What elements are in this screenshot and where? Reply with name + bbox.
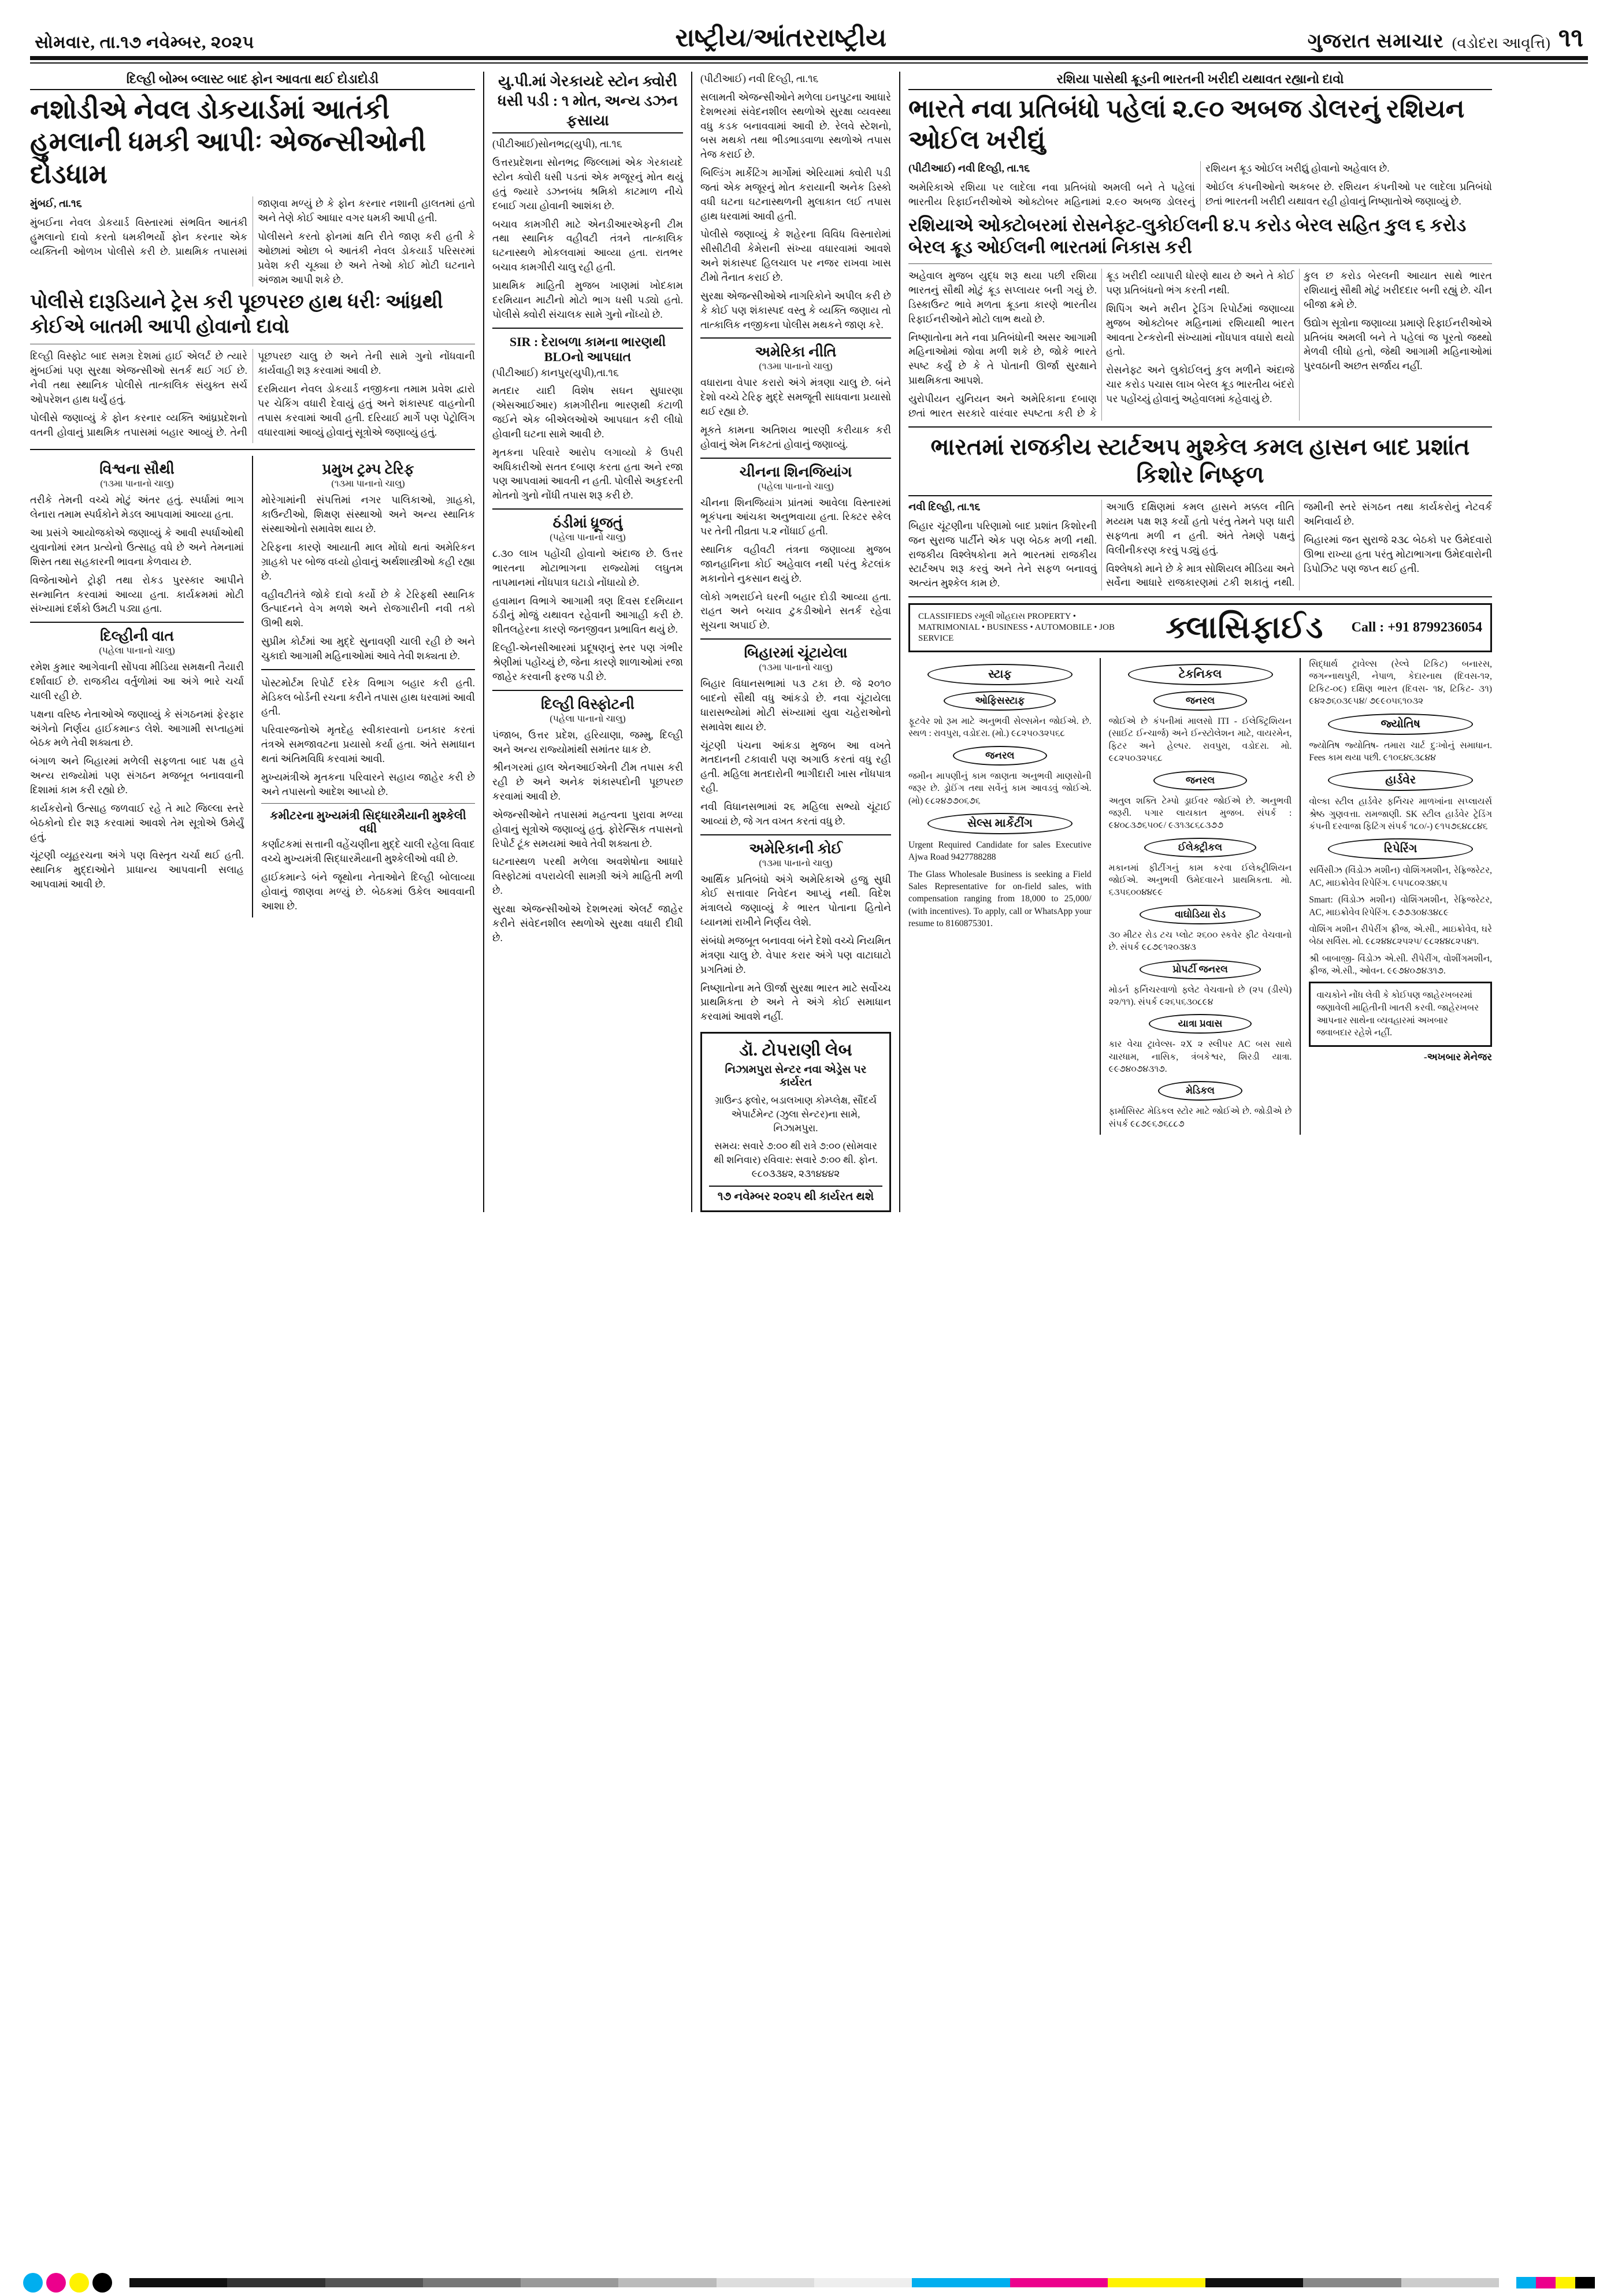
jump-para: એજન્સીઓને તપાસમાં મહત્વના પુરાવા મળ્યા હોવાનું સૂત્રોએ જણાવ્યું હતું. ફોરેન્સિક તપાસનો રિપોર્ટ ટૂંક સમયમાં આવે તેવી શક્યતા છે. [492, 808, 683, 849]
divider [908, 426, 1492, 428]
jump-para: ૮.૩૦ લાખ પહોંચી હોવાનો અંદાજ છે. ઉત્તર ભારતના મોટાભાગના રાજ્યોમાં લઘુતમ તાપમાનમાં નોંધપાત્ર ઘટાડો નોંધાયો છે. [492, 548, 683, 588]
jump-para: સ્થાનિક વહીવટી તંત્રના જણાવ્યા મુજબ જાનહાનિના કોઈ અહેવાલ નથી પરંતુ કેટલાંક મકાનોને નુકસાન થયું છે. [700, 544, 891, 584]
divider [261, 803, 475, 804]
quarry-dateline: (પીટીઆઈ)સોનભદ્ર(યુપી), તા.૧૬ [492, 138, 622, 150]
lead-subhead: પોલીસે દારૂડિયાને ટ્રેસ કરી પૂછપરછ હાથ ધરીઃ આંધ્રથી કોઈએ બાતમી આપી હોવાનો દાવો [30, 291, 443, 337]
jump-para: સુરક્ષા એજન્સીઓએ દેશભરમાં એલર્ટ જાહેર કરીને સંવેદનશીલ સ્થળોએ સુરક્ષા વધારી દીધી છે. [492, 902, 683, 943]
classified-ad: વોલ્કા સ્ટીલ હાર્ડવેર ફર્નિચર માળખાંના સપ્લાયર્સ શ્રેષ્ઠ ગુણવત્તા. રામજાણી. SK સ્ટીલ હાર્ડવેર ટ્રેડિંગ કંપની દરવાજા ફિટિંગ સંપર્ક ૧૮૦/-) ૯૧૫૭૬૪૮૮૪૬ [1309, 797, 1493, 832]
divider [908, 495, 1492, 496]
jump-para: બિહાર વિધાનસભામાં ૫૩ ટકા છે. જે ૨૦૧૦ બાદનો સૌથી વધુ આંકડો છે. નવા ચૂંટાયેલા ધારાસભ્યોમાં મોટી સંખ્યામાં યુવા ચહેરાઓનો સમાવેશ થાય છે. [700, 678, 891, 733]
grey-scale-bar [129, 2278, 1499, 2287]
divider [261, 669, 475, 670]
col3-para: બિલ્ડિંગ માર્કેટિંગ માર્ગોમાં એરિયામાં ક્વોરી પડી જતાં એક મજૂરનું મોત કરાયાની અનેક ડિસ્કો વધી ઘટના ઘટનાસ્થળની મુલાકાત લઈ તપાસ હાથ ધરવામાં આવી હતી. [700, 167, 891, 222]
column-divider [483, 72, 484, 1212]
lead-kicker: દિલ્હી બોમ્બ બ્લાસ્ટ બાદ ફોન આવતા થઈ દોડાદોડી [126, 72, 379, 86]
sir-dateline: (પીટીઆઈ) કાનપુર(યુપી),તા.૧૬ [492, 366, 619, 378]
oil-dateline: (પીટીઆઈ) નવી દિલ્હી, તા.૧૬ [908, 162, 1030, 174]
jump-cont: (૧૩મા પાનાનો ચાલુ) [331, 479, 405, 489]
quarry-headline: યુ.પી.માં ગેરકાયદે સ્ટોન ક્વોરી ધસી પડી : ૧ મોત, અન્ય ડઝન ફસાયા [498, 73, 678, 129]
classifieds-disclaimer: વાચકોને નોંધ લેવી કે કોઈપણ જાહેરખબરમાં જણાવેલી માહિતીની ખાતરી કરવી. જાહેરખબર આપનાર સાથેના વ્યવહારમાં અખબાર જવાબદાર રહેશે નહીં. [1309, 982, 1492, 1047]
classified-ad: સર્વિસીઝ (વિંડોઝ મશીન) વોશિંગમશીન, રેફ્રિજરેટર, AC, માઇક્રોવેવ રિપેરિંગ. ૯૫૫૮૦૨૩૪૬૫ [1309, 865, 1493, 888]
classifieds-category: હાર્ડવેર [1328, 770, 1473, 791]
classified-ad: Urgent Required Candidate for sales Executive Ajwa Road 9427788288 [908, 839, 1092, 863]
jump-para: ઘટનાસ્થળ પરથી મળેલા અવશેષોના આધારે વિસ્ફોટમાં વપરાયેલી સામગ્રી અંગે માહિતી મળી છે. [492, 856, 683, 897]
lead-sub-para: દરમિયાન નેવલ ડોકયાર્ડ નજીકના તમામ પ્રવેશ દ્વારો પર ચેકિંગ વધારી દેવાયું હતું અને શંકાસ્પદ વાહનોની તપાસ કરવામાં આવી હતી. દરિયાઈ માર્ગે પણ પેટ્રોલિંગ વધારવામાં આવ્યું હોવાનું સૂત્રોએ જણાવ્યું હતું. [258, 383, 475, 438]
startup-body [908, 500, 1492, 590]
jump-para: શ્રીનગરમાં હાલ એનઆઈએની ટીમ તપાસ કરી રહી છે અને અનેક શંકાસ્પદોની પૂછપરછ કરવામાં આવી છે. [492, 761, 683, 803]
column-3 [492, 72, 683, 1212]
jump-cont: (પહેલા પાનાનો ચાલુ) [758, 481, 834, 492]
oil-headline: ભારતે નવા પ્રતિબંધો પહેલાં ૨.૯૦ અબજ ડોલરનું રશિયન ઓઈલ ખરીદ્યું [908, 95, 1465, 154]
oil-sub-para: યુરોપીયન યુનિયન અને અમેરિકાના દબાણ છતાં ભારત સરકારે વારંવાર સ્પષ્ટતા કરી છે કે ક્રૂડ ખરીદી વ્યાપારી ધોરણે થાય છે અને તે કોઈ પણ પ્રતિબંધનો ભંગ કરતી નથી. [908, 270, 1294, 419]
jump-para: તરીકે તેમની વચ્ચે મોટું અંતર હતું. સ્પર્ધામાં ભાગ લેનારા તમામ સ્પર્ધકોને મેડલ આપવામાં આવ્યા હતા. [30, 494, 244, 521]
lab-hours: સમય: સવારે ૭:૦૦ થી રાત્રે ૭:૦૦ (સોમવાર થી શનિવાર) રવિવાર: સવારે ૭:૦૦ થી. ફોન. ૯૮૦૩૩૪૨, ૨૩૧૪૪૪૨ [714, 1140, 878, 1180]
masthead-right [1308, 23, 1583, 53]
classified-ad: શ્રી બાબાજી- વિંડોઝ એ.સી. રીપેરીંગ, વોશીંગમશીન, ફ્રીજ, એ.સી., ઓવન. ૯૯૭૪૦૭૪૩૧૭. [1309, 953, 1493, 976]
classified-ad: સિદ્ધાર્થ ટ્રાવેલ્સ (રેલ્વે ટિકિટ) બનારસ, જગન્નાથપુરી, નેપાળ, કેદારનાથ (દિવસ-૧૨, ટિકિટ-૦૯) દક્ષિણ ભારત (દિવસ- ૧૪, ટિકિટ- ૩૧) ૯૪૨૭૬૦૩૯૫૪/ ૭૯૯૦૫૬૧૦૩૨ [1309, 659, 1493, 707]
lead-sub-para: દિલ્હી વિસ્ફોટ બાદ સમગ્ર દેશમાં હાઈ એલર્ટ છે ત્યારે મુંબઈમાં પણ સુરક્ષા એજન્સીઓ સતર્ક થઈ ગઈ છે. નેવી તથા સ્થાનિક પોલીસે તાત્કાલિક સંયુક્ત સર્ચ ઓપરેશન હાથ ધર્યું હતું. [30, 350, 247, 405]
startup-para: બિહારમાં જન સુરાજે ૨૩૮ બેઠકો પર ઉમેદવારો ઊભા રાખ્યા હતા પરંતુ મોટાભાગના ઉમેદવારોની ડિપોઝિટ પણ જપ્ત થઈ હતી. [1304, 533, 1492, 574]
oil-kicker: રશિયા પાસેથી ક્રૂડની ભારતની ખરીદી યથાવત રહ્યાનો દાવો [1056, 72, 1344, 86]
divider [700, 458, 891, 459]
jump-para: પક્ષના વરિષ્ઠ નેતાઓએ જણાવ્યું કે સંગઠનમાં ફેરફાર અંગેનો નિર્ણય હાઈકમાન્ડ લેશે. આગામી સપ્તાહમાં બેઠક મળે તેવી શક્યતા છે. [30, 708, 244, 749]
extra-para: પોસ્ટમોર્ટમ રિપોર્ટ દરેક વિભાગ બહાર કરી હતી. મેડિકલ બોર્ડની રચના કરીને તપાસ હાથ ધરવામાં આવી હતી. [261, 677, 475, 718]
startup-dateline: નવી દિલ્હી, તા.૧૬ [908, 501, 981, 513]
oil-sub-para: નિષ્ણાતોના મતે નવા પ્રતિબંધોની અસર આગામી મહિનાઓમાં જોવા મળી શકે છે, જોકે ભારતે સ્પષ્ટ કર્યું છે કે તે પોતાની ઊર્જા સુરક્ષાને પ્રાથમિકતા આપશે. [908, 331, 1097, 387]
divider [700, 834, 891, 835]
classifieds-subcategory: યાત્રા પ્રવાસ [1149, 1014, 1252, 1034]
amerika-head: અમેરિકા નીતિ [755, 344, 837, 361]
divider [30, 449, 475, 450]
jump-head: દિલ્હીની વાત [100, 629, 174, 645]
classifieds-categories: CLASSIFIEDS રમૂલી શોંહદાસ PROPERTY • MATRIMONIAL • BUSINESS • AUTOMOBILE • JOB SERVICE [918, 612, 1115, 643]
lab-start-date: ૧૭ નવેમ્બર ૨૦૨૫ થી કાર્યરત થશે [709, 1186, 882, 1203]
jump-para: નવી વિધાનસભામાં ૨૬ મહિલા સભ્યો ચૂંટાઈ આવ્યાં છે, જે ગત વખત કરતાં વધુ છે. [700, 800, 891, 827]
classifieds-subcategory: જનરલ [953, 746, 1046, 766]
sir-para: મૃતકના પરિવારે આરોપ લગાવ્યો કે ઉપરી અધિકારીઓ સતત દબાણ કરતા હતા અને રજા પણ આપવામાં આવતી ન હતી. પોલીસે અકુદરતી મોતનો ગુનો નોંધી તપાસ શરૂ કરી છે. [492, 446, 683, 501]
divider [908, 89, 1492, 90]
lab-advertisement [700, 1032, 891, 1212]
jump-para: સુપ્રીમ કોર્ટમાં આ મુદ્દે સુનાવણી ચાલી રહી છે અને ચુકાદો આગામી મહિનાઓમાં આવે તેવી શક્યતા છે. [261, 636, 475, 662]
page-number: ૧૧ [1558, 24, 1583, 52]
jump-para: ચીનના શિનજિયાંગ પ્રાંતમાં આવેલા વિસ્તારમાં ભૂકંપના આંચકા અનુભવાયા હતા. રિક્ટર સ્કેલ પર તેની તીવ્રતા ૫.૨ નોંધાઈ હતી. [700, 496, 891, 537]
classifieds-signoff: -અખબાર મેનેજર [1424, 1052, 1493, 1063]
masthead-rule-thin [30, 62, 1588, 64]
extra-para: મુખ્યમંત્રીએ મૃતકના પરિવારને સહાય જાહેર કરી છે અને તપાસનો આદેશ આપ્યો છે. [261, 771, 475, 797]
classifieds-subcategory: મેડિકલ [1158, 1081, 1243, 1101]
jump-para: આ પ્રસંગે આયોજકોએ જણાવ્યું કે આવી સ્પર્ધાઓથી યુવાનોમાં રમત પ્રત્યેનો ઉત્સાહ વધે છે અને તેમનામાં શિસ્ત તથા સહકારની ભાવના કેળવાય છે. [30, 527, 244, 567]
jump-cont: (૧૩મા પાનાનો ચાલુ) [759, 663, 833, 673]
lead-para: મુંબઈના નેવલ ડોકયાર્ડ વિસ્તારમાં સંભવિત આતંકી હુમલાનો દાવો કરતો ધમકીભર્યો ફોન કરનાર એક વ્યક્તિની ઓળખ પોલીસે કરી છે. પ્રાથમિક તપાસમાં જાણવા મળ્યું છે કે ફોન કરનાર નશાની હાલતમાં હતો અને તેણે કોઈ આધાર વગર ધમકી આપી હતી. [30, 198, 475, 257]
jump-para: મોરેગામાંની સંપત્તિમાં નગર પાલિકાઓ, ગ્રાહકો, કાઉન્ટીઓ, શિક્ષણ સંસ્થાઓ અને અન્ય સ્થાનિક સંસ્થાઓનો સમાવેશ થાય છે. [261, 494, 475, 535]
bihar-note-head: કમીટરના મુખ્યમંત્રી સિદ્ધારમૈયાની મુશ્કેલી વધી [270, 809, 466, 836]
lead-dateline: મુંબઈ, તા.૧૬ [30, 198, 82, 210]
oil-sub-para: રોસનેફ્ટ અને લુકોઈલનું કુલ મળીને અંદાજે ચાર કરોડ પચાસ લાખ બેરલ ક્રૂડ ભારતીય બંદરો પર પહોંચ્યું હોવાનું અહેવાલમાં કહેવાયું છે. [1106, 364, 1294, 404]
classifieds-header [908, 603, 1492, 652]
jump-cont: (પહેલા પાનાનો ચાલુ) [550, 533, 626, 543]
sir-head: SIR : દેરાબળા કામના ભારણથી BLOનો આપઘાત [509, 334, 666, 364]
lead-body [30, 196, 475, 287]
jump-head: દિલ્હી વિસ્ફોટની [541, 696, 634, 712]
classifieds-category: સેલ્સ માર્કેટીંગ [927, 813, 1073, 834]
startup-headline: ભારતમાં રાજકીય સ્ટાર્ટઅપ મુશ્કેલ કમલ હાસન બાદ પ્રશાંત કિશોર નિષ્ફળ [930, 433, 1470, 488]
divider [492, 132, 683, 133]
classifieds-phone: Call : +91 8799236054 [1351, 620, 1482, 636]
lead-dateline-para [30, 196, 247, 211]
oil-subhead: રશિયાએ ઓક્ટોબરમાં રોસનેફ્ટ-લુકોઈલની ૪.૫ કરોડ બેરલ સહિત કુલ ૬ કરોડ બેરલ ક્રૂડ ઓઈલની ભારતમાં નિકાસ કરી [908, 214, 1467, 258]
divider [700, 337, 891, 339]
classified-ad: જોઈએ છે કંપનીમાં માલસો ITI - ઈલેક્ટ્રિશિયન (સાઈટ ઈન્ચાર્જ) અને ઈન્સ્ટોલેશન માટે, વાયરમેન, ફિટર અને હેલ્પર. રાવપુરા, વડોદરા. મો. ૯૮૨૫૦૩૨૫૬૮ [1108, 716, 1292, 764]
lead-para: પોલીસને કરતો ફોનમાં ક્ષતિ રીતે જાણ કરી હતી કે ઓછામાં ઓછા બે આતંકી નેવલ ડોકયાર્ડ પરિસરમાં પ્રવેશ કરી ચૂક્યા છે અને તેઓ કોઈ મોટી ઘટનાને અંજામ આપી શકે છે. [258, 231, 475, 285]
quarry-para: બચાવ કામગીરી માટે એનડીઆરએફની ટીમ તથા સ્થાનિક વહીવટી તંત્રને તાત્કાલિક ઘટનાસ્થળે મોકલવામાં આવ્યા હતા. રાતભર બચાવ કામગીરી ચાલુ રહી હતી. [492, 218, 683, 273]
lead-sub-para: પોલીસે જણાવ્યું કે ફોન કરનાર વ્યક્તિ આંધ્રપ્રદેશનો વતની હોવાનું પ્રાથમિક તપાસમાં બહાર આવ્યું છે. તેની પૂછપરછ ચાલુ છે અને તેની સામે ગુનો નોંધવાની કાર્યવાહી શરૂ કરવામાં આવી છે. [30, 350, 475, 438]
startup-para: અગાઉ દક્ષિણમાં કમલ હાસને મક્કલ નીતિ મય્યમ પક્ષ શરૂ કર્યો હતો પરંતુ તેમને પણ ધારી સફળતા મળી ન હતી. અંતે તેમણે પક્ષનું વિલીનીકરણ કરવું પડ્યું હતું. [1106, 501, 1294, 556]
sir-para: મતદાર યાદી વિશેષ સઘન સુધારણા (એસઆઈઆર) કામગીરીના ભારણથી કંટાળી જઈને એક બીએલઓએ આપઘાત કરી લીધો હોવાની ઘટના સામે આવી છે. [492, 385, 684, 440]
masthead-rule [30, 56, 1588, 60]
lab-subtitle: નિઝામપુરા સેન્ટર નવા એડ્રેસ પર કાર્યરત [725, 1064, 867, 1089]
classifieds-category: સ્ટાફ [927, 664, 1073, 685]
oil-sub-para: કુલ છ કરોડ બેરલની આયાત સાથે ભારત રશિયાનું સૌથી મોટું ખરીદદાર બની રહ્યું છે. ચીન બીજા ક્રમે છે. [1304, 270, 1492, 310]
bihar-note-para: કર્ણાટકમાં સત્તાની વહેંચણીના મુદ્દે ચાલી રહેલા વિવાદ વચ્ચે મુખ્યમંત્રી સિદ્ધારમૈયાની મુશ્કેલીઓ વધી છે. [261, 838, 475, 865]
extra-para: પરિવારજનોએ મૃતદેહ સ્વીકારવાનો ઇનકાર કરતાં તંત્રએ સમજાવટના પ્રયાસો કર્યા હતા. અંતે સમાધાન થતાં અંતિમવિધિ કરવામાં આવી. [261, 724, 475, 764]
classified-ad: ફૂટવેર શો રૂમ માટે અનુભવી સેલ્સમેન જોઈએ. છે. સ્થળ : રાવપુરા, વડોદરા. (મો.) ૯૮૨૫૦૩૨૫૬૮ [908, 716, 1092, 739]
jump-para: વિજેતાઓને ટ્રોફી તથા રોકડ પુરસ્કાર આપીને સન્માનિત કરવામાં આવ્યા હતા. કાર્યક્રમમાં મોટી સંખ્યામાં દર્શકો ઉમટી પડ્યા હતા. [30, 574, 244, 615]
bihar-note-para: હાઈકમાન્ડે બંને જૂથોના નેતાઓને દિલ્હી બોલાવ્યા હોવાનું જાણવા મળ્યું છે. બેઠકમાં ઉકેલ આવવાની આશા છે. [261, 871, 475, 912]
oil-para: અમેરિકાએ રશિયા પર લાદેલા નવા પ્રતિબંધો અમલી બને તે પહેલાં ભારતીય રિફાઈનરીઓએ ઓક્ટોબર મહિનામાં ૨.૯૦ અબજ ડોલરનું રશિયન ક્રૂડ ઓઈલ ખરીદ્યું હોવાનો અહેવાલ છે. [908, 162, 1390, 207]
jump-head: પ્રમુખ ટ્રમ્પ ટેરિફ [322, 462, 414, 478]
oil-sub-para: ઉદ્યોગ સૂત્રોના જણાવ્યા પ્રમાણે રિફાઈનરીઓએ પ્રતિબંધ અમલી બને તે પહેલાં જ પૂરતો જથ્થો મેળવી લીધો હતો, જેથી આગામી મહિનાઓમાં પુરવઠાની અછત સર્જાય નહીં. [1304, 317, 1492, 372]
jump-para: બંગાળ અને બિહારમાં મળેલી સફળતા બાદ પક્ષ હવે અન્ય રાજ્યોમાં પણ સંગઠન મજબૂત બનાવવાની દિશામાં કામ કરી રહ્યો છે. [30, 755, 244, 796]
jump-head: ચીનના શિનજિયાંગ [739, 464, 852, 480]
divider [700, 638, 891, 640]
column-group-right [908, 72, 1492, 1212]
jump-column-1 [30, 456, 244, 917]
color-swatches [23, 2273, 112, 2293]
classified-ad: The Glass Wholesale Business is seeking a Field Sales Representative for on-field sales, with compensation ranging from 18,000 to 25,000/ (with incentives). To apply, call or WhatsApp your resume to 8160875301. [908, 869, 1092, 929]
cmyk-registration [1516, 2277, 1595, 2288]
oil-para: ઓઈલ કંપનીઓનો અકબર છે. રશિયન કંપનીઓ પર લાદેલા પ્રતિબંધો છતાં ભારતની ખરીદી યથાવત રહી હોવાનું નિષ્ણાતોએ જણાવ્યું છે. [1205, 181, 1492, 207]
divider [492, 508, 683, 510]
classified-ad: મકાનમાં ફીટીંગનું કામ કરવા ઈલેક્ટ્રીશિયન જોઈએ. અનુભવી ઉમેદવારને પ્રાથમિકતા. મો. ૬૩૫૬૦૦૪૪૯૯ [1108, 863, 1292, 898]
jump-cont: (૧૩મા પાનાનો ચાલુ) [100, 479, 174, 489]
lab-address: ગ્રાઉન્ડ ફ્લોર, બડાલખાણ કોમ્પ્લેક્ષ, સૌંદર્ય એપાર્ટમેન્ટ (ઝુલા સેન્ટર)ના સામે, નિઝામપુરા. [714, 1095, 877, 1134]
divider [908, 263, 1492, 264]
classifieds-category: જ્યોતિષ [1328, 714, 1473, 735]
column-4 [700, 72, 891, 1212]
jump-head: ઠંડીમાં ધ્રૂજતું [552, 515, 623, 532]
print-registration-bar [0, 2269, 1618, 2296]
jump-head: બિહારમાં ચૂંટાયેલા [744, 645, 848, 662]
column-group-left [30, 72, 475, 1212]
jump-para: પંજાબ, ઉત્તર પ્રદેશ, હરિયાણા, જમ્મુ, દિલ્હી અને અન્ય રાજ્યોમાંથી સમાંતર ધાક છે. [492, 729, 683, 755]
classifieds-subcategory: જનરલ [1153, 771, 1247, 790]
column-divider [691, 72, 692, 1212]
masthead-logo: ગુજરાત સમાચાર [1307, 31, 1444, 52]
classified-ad: જમીન માપણીનું કામ જાણતા અનુભવી માણસોની જરૂર છે. ડ્રોઈંગ તથા સર્વેનું કામ આવડવું જોઈએ. (મો) ૯૮૨૪૭૭૦૬૭૬ [908, 771, 1092, 806]
jump-cont: (પહેલા પાનાનો ચાલુ) [99, 646, 175, 656]
jump-para: સંબંધો મજબૂત બનાવવા બંને દેશો વચ્ચે નિયમિત મંત્રણા ચાલુ છે. વેપાર કરાર અંગે પણ વાટાઘાટો પ્રગતિમાં છે. [700, 934, 891, 975]
divider [30, 622, 244, 623]
classifieds-category: રિપેરિંગ [1328, 838, 1473, 860]
divider [30, 89, 475, 90]
jump-column-2 [261, 456, 475, 917]
jump-para: દિલ્હી-એનસીઆરમાં પ્રદૂષણનું સ્તર પણ ગંભીર શ્રેણીમાં પહોંચ્યું છે, જેના કારણે શાળાઓમાં રજા જાહેર કરવાની ફરજ પડી છે. [492, 642, 683, 682]
lead-sub-body [30, 349, 475, 443]
startup-para: વિશ્લેષકો માને છે કે માત્ર સોશિયલ મીડિયા અને સર્વેના આધારે રાજકારણમાં ટકી શકાતું નથી. જમીની સ્તરે સંગઠન તથા કાર્યકરોનું નેટવર્ક અનિવાર્ય છે. [1106, 501, 1492, 589]
jump-para: હવામાન વિભાગે આગામી ત્રણ દિવસ દરમિયાન ઠંડીનું મોજું યથાવત રહેવાની આગાહી કરી છે. શીતલહેરના કારણે જનજીવન પ્રભાવિત થયું છે. [492, 595, 683, 636]
page-content [30, 72, 1588, 1212]
quarry-para: પ્રાથમિક માહિતી મુજબ ખાણમાં ખોદકામ દરમિયાન માટીનો મોટો ભાગ ધસી પડ્યો હતો. પોલીસે ક્વોરી સંચાલક સામે ગુનો નોંધ્યો છે. [492, 279, 683, 320]
column-divider [1300, 658, 1301, 1135]
classified-ad: કાર વેચા ટ્રાવેલ્સ- ૨X ૨ સ્લીપર AC બસ સાથે ચારધામ, નાસિક, ત્રંબકેશ્વર, શિરડી યાત્રા. ૯૯૭૪૦૭૪૩૧૭. [1108, 1039, 1292, 1075]
startup-para: બિહાર ચૂંટણીના પરિણામો બાદ પ્રશાંત કિશોરની જન સુરાજ પાર્ટીને એક પણ બેઠક મળી નથી. રાજકીય વિશ્લેષકોના મતે ભારતમાં રાજકીય સ્ટાર્ટઅપ શરૂ કરવું અને તેને સફળ બનાવવું અત્યંત મુશ્કેલ કામ છે. [908, 519, 1097, 589]
jump-para: નિષ્ણાતોના મતે ઊર્જા સુરક્ષા ભારત માટે સર્વોચ્ચ પ્રાથમિકતા છે અને તે અંગે કોઈ સમાધાન કરવામાં આવશે નહીં. [700, 982, 891, 1023]
jump-para: વહીવટીતંત્રે જોકે દાવો કર્યો છે કે ટેરિફથી સ્થાનિક ઉત્પાદનને વેગ મળશે અને રોજગારીની નવી તકો ઊભી થશે. [261, 588, 475, 629]
classifieds-category: ટેકનિકલ [1128, 664, 1273, 685]
classified-ad: ૩૦ મીટર રોડ ટચ પ્લોટ ૨૬૦૦ સ્કવેર ફીટ વેચવાનો છે. સંપર્ક ૯૮૭૯૧૨૦૩૪૩ [1108, 930, 1292, 953]
col3-para: સલામતી એજન્સીઓને મળેલા ઇનપુટના આધારે દેશભરમાં સંવેદનશીલ સ્થળોએ સુરક્ષા વ્યવસ્થા વધુ કડક બનાવવામાં આવી છે. રેલવે સ્ટેશનો, બસ મથકો તથા ભીડભાડવાળા સ્થળોએ તપાસ તેજ કરાઈ છે. [700, 91, 891, 161]
jump-para: આર્થિક પ્રતિબંધો અંગે અમેરિકાએ હજુ સુધી કોઈ સત્તાવાર નિવેદન આપ્યું નથી. વિદેશ મંત્રાલયે જણાવ્યું કે ભારત પોતાના હિતોને ધ્યાનમાં રાખીને નિર્ણય લેશે. [700, 873, 891, 928]
oil-sub-para: અહેવાલ મુજબ યુદ્ધ શરૂ થયા પછી રશિયા ભારતનું સૌથી મોટું ક્રૂડ સપ્લાયર બની ગયું છે. ડિસ્કાઉન્ટ ભાવે મળતા ક્રૂડના કારણે ભારતીય રિફાઈનરીઓને મોટો લાભ થયો છે. [908, 270, 1097, 325]
jump-head: અમેરિકાની કોઈ [749, 841, 843, 857]
amerika-cont: (૧૩મા પાનાનો ચાલુ) [759, 362, 833, 372]
classifieds-subcategory: જનરલ [1153, 691, 1247, 711]
classifieds-column-3 [1309, 658, 1492, 1135]
jump-para: ટેરિફના કારણે આયાતી માલ મોંઘો થતાં અમેરિકન ગ્રાહકો પર બોજ વધ્યો હોવાનું અર્થશાસ્ત્રીઓ કહી રહ્યા છે. [261, 541, 475, 582]
masthead-edition: (વડોદરા આવૃત્તિ) [1452, 35, 1550, 51]
divider [908, 596, 1492, 597]
swatch-black [92, 2273, 112, 2293]
jump-para: લોકો ગભરાઈને ઘરની બહાર દોડી આવ્યા હતા. રાહત અને બચાવ ટુકડીઓને સતર્ક રહેવા સૂચના અપાઈ છે. [700, 590, 891, 631]
oil-sub-body [908, 269, 1492, 420]
lab-name: ડૉ. ટોપરાણી લેબ [739, 1041, 852, 1060]
classified-ad: Smart: (વિંડોઝ મશીન) વોશિંગમશીન, રેફ્રિજરેટર, AC, માઇક્રોવેવ રિપેરિંગ. ૯૭૭૩૦૪૩૪૮૯ [1309, 895, 1493, 917]
swatch-yellow [69, 2273, 89, 2293]
jump-para: ચૂંટણી વ્યૂહરચના અંગે પણ વિસ્તૃત ચર્ચા થઈ હતી. સ્થાનિક મુદ્દાઓને પ્રાધાન્ય આપવાની સલાહ આપવામાં આવી છે. [30, 849, 244, 890]
classified-ad: મોડર્ન ફર્નિચરવાળો ફ્લેટ વેચવાનો છે (૨૫ (ડીસ્પે) ૨૨/૧૧). સંપર્ક ૯૨૬૫૬૩૦૮૯૪ [1108, 984, 1292, 1007]
lead-headline: નશોડીએ નેવલ ડોકયાર્ડમાં આતંકી હુમલાની ધમકી આપીઃ એજન્સીઓની દોડધામ [30, 95, 426, 190]
column-divider [1100, 658, 1101, 1135]
divider [492, 328, 683, 329]
oil-body [908, 161, 1492, 210]
divider [492, 690, 683, 691]
classified-ad: જ્યોતિષ જ્યોતિષ- તમારા ચાર્ટ દુઃખોનું સમાધાન. Fees કામ થયા પછી. ૯૧૦૬૪૬૩૮૪૪ [1309, 740, 1493, 763]
column-divider [252, 456, 253, 917]
classifieds-column-2 [1109, 658, 1292, 1135]
oil-sub-para: શિપિંગ અને મરીન ટ્રેડિંગ રિપોર્ટમાં જણાવ્યા મુજબ ઓક્ટોબર મહિનામાં રશિયાથી ભારત આવતા ટેન્કરોની સંખ્યામાં નોંધપાત્ર વધારો થયો હતો. [1106, 302, 1294, 358]
classifieds-subcategory: પ્રોપર્ટી જનરલ [1140, 960, 1261, 979]
masthead-date: સોમવાર, તા.૧૭ નવેમ્બર, ૨૦૨૫ [35, 33, 254, 52]
quarry-para: ઉત્તરપ્રદેશના સોનભદ્ર જિલ્લામાં એક ગેરકાયદે સ્ટોન ક્વોરી ધસી પડતાં એક મજૂરનું મોત થયું હતું જ્યારે ડઝનબંધ શ્રમિકો કાટમાળ નીચે દબાઈ ગયા હોવાની આશંકા છે. [492, 157, 683, 211]
classified-ad: વોશિંગ મશીન રીપેરીંગ ફ્રીજ, એ.સી., માઇક્રોવેવ, ઘરે બેઠા સર્વિસ. મો. ૯૮૨૪૪૮૨૫૨૫/ ૯૮૨૪૪૮૨૫૪૧. [1309, 924, 1493, 947]
amerika-para: મૂકતે કામના અતિશય ભારણી કરીયાક કરી હોવાનું એમ નિકટતાં હોવાનું જણાવ્યું. [700, 423, 891, 450]
masthead-section: રાષ્ટ્રીય/આંતરરાષ્ટ્રીય [675, 24, 887, 52]
classifieds-column-1 [908, 658, 1092, 1135]
col3-dateline: (પીટીઆઈ) નવી દિલ્હી, તા.૧૬ [700, 73, 819, 84]
classifieds-subcategory: ઓફિસસ્ટાફ [944, 691, 1056, 711]
column-divider [899, 72, 900, 1212]
amerika-para: વધારાના વેપાર કરારો અંગે મંત્રણા ચાલુ છે. બંને દેશો વચ્ચે ટેરિફ મુદ્દે સમજૂતી સાધવાના પ્રયાસો થઈ રહ્યા છે. [700, 377, 891, 418]
classified-ad: અતુલ શક્તિ ટેમ્પો ડ્રાઈવર જોઈએ છે. અનુભવી જરૂરી. પગાર લાયકાત મુજબ. સંપર્ક : ૯૪૦૮૩૭૬૫૦૯/ ૯૩૧૩૮૬૮૩૭૭ [1108, 796, 1292, 831]
col3-para: સુરક્ષા એજન્સીઓએ નાગરિકોને અપીલ કરી છે કે કોઈ પણ શંકાસ્પદ વસ્તુ કે વ્યક્તિ જણાય તો તાત્કાલિક નજીકના પોલીસ મથકને જાણ કરે. [700, 289, 892, 330]
jump-para: રમેશ કુમાર આગેવાની સોંપવા મીડિયા સમક્ષની તૈયારી દર્શાવાઈ છે. રાજકીય વર્તુળોમાં આ અંગે ભારે ચર્ચા ચાલી રહી છે. [30, 661, 244, 701]
classifieds-subcategory: વાઘોડિયા રોડ [1140, 905, 1261, 924]
jump-cont: (૧૩મા પાનાનો ચાલુ) [759, 858, 833, 868]
col3-para: પોલીસે જણાવ્યું કે શહેરના વિવિધ વિસ્તારોમાં સીસીટીવી કેમેરાની સંખ્યા વધારવામાં આવશે અને શંકાસ્પદ હિલચાલ પર નજર રાખવા ખાસ ટીમો તૈનાત કરાઈ છે. [700, 228, 891, 283]
jump-para: ચૂંટણી પંચના આંકડા મુજબ આ વખતે મતદાનની ટકાવારી પણ અગાઉ કરતાં વધુ રહી હતી. મહિલા મતદારોની ભાગીદારી ખાસ નોંધપાત્ર રહી. [700, 739, 891, 794]
jump-head: વિશ્વના સૌથી [99, 462, 175, 478]
swatch-cyan [23, 2273, 43, 2293]
classifieds-title: ક્લાસિફાઈડ [1166, 610, 1324, 645]
jump-cont: (પહેલા પાનાનો ચાલુ) [550, 714, 626, 724]
masthead [0, 0, 1618, 56]
classifieds-subcategory: ઈલેક્ટ્રીકલ [1144, 838, 1256, 857]
jump-para: કાર્યકરોનો ઉત્સાહ જળવાઈ રહે તે માટે જિલ્લા સ્તરે બેઠકોનો દોર શરૂ કરવામાં આવશે તેમ સૂત્રોએ ઉમેર્યું હતું. [30, 802, 244, 843]
swatch-magenta [46, 2273, 66, 2293]
classified-ad: ફાર્માસિસ્ટ મેડિકલ સ્ટોર માટે જોઈએ છે. જોડીએ છે સંપર્ક ૯૮૭૯૬૭૬૮૮૭ [1108, 1106, 1292, 1129]
